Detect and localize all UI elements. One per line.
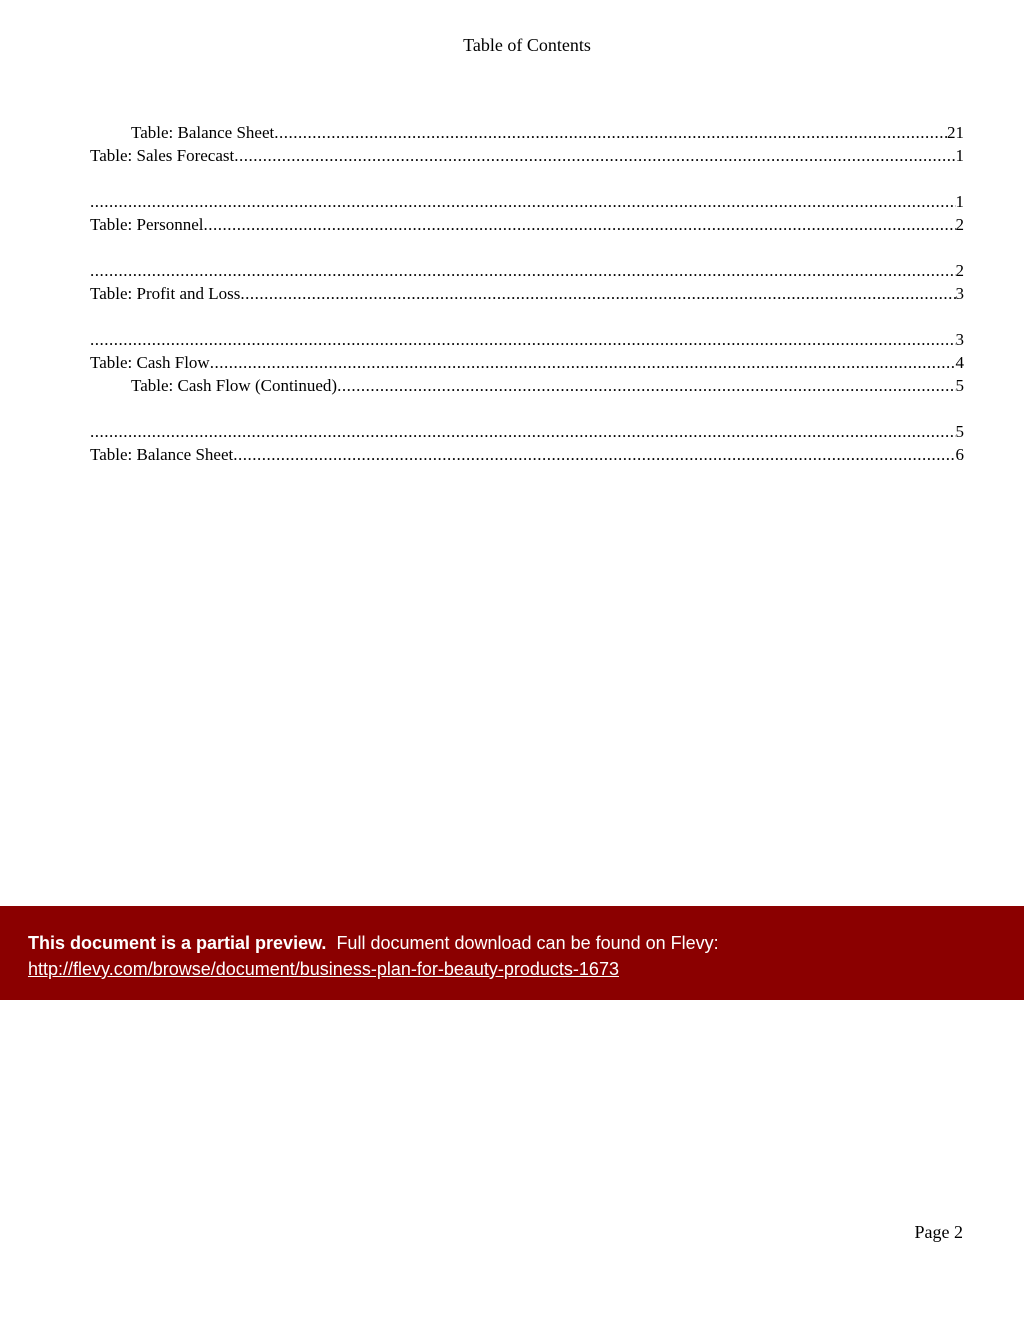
- toc-entry-page: 1: [955, 192, 964, 211]
- toc-entry[interactable]: [90, 259, 964, 282]
- toc-entry[interactable]: [90, 351, 964, 374]
- page-title: Table of Contents: [463, 35, 591, 55]
- toc-leader-dots: [90, 420, 956, 443]
- toc-leader-dots: [234, 144, 955, 167]
- toc-leader-dots: [274, 121, 947, 144]
- toc-entry-page: 6: [955, 445, 964, 464]
- toc-leader-dots: [233, 443, 955, 466]
- toc-entry[interactable]: [90, 190, 964, 213]
- toc-entry[interactable]: [90, 144, 964, 167]
- toc-entry[interactable]: [90, 420, 964, 443]
- preview-notice-bold: This document is a partial preview.: [28, 933, 327, 953]
- toc-leader-dots: [90, 190, 956, 213]
- preview-banner: [0, 906, 1024, 1000]
- toc-entry[interactable]: [90, 121, 964, 144]
- toc-entry[interactable]: [90, 328, 964, 351]
- toc-entry[interactable]: [90, 443, 964, 466]
- toc-entry-label: Table: Cash Flow: [90, 353, 210, 372]
- toc-entry-page: 5: [955, 376, 964, 395]
- toc-entry-page: 2: [955, 261, 964, 280]
- toc-leader-dots: [210, 351, 956, 374]
- toc-entry-page: 3: [955, 330, 964, 349]
- table-of-contents: [90, 121, 964, 466]
- toc-leader-dots: [90, 259, 956, 282]
- preview-notice-text: Full document download can be found on Flevy:: [336, 933, 719, 953]
- toc-leader-dots: [240, 282, 955, 305]
- toc-entry-page: 5: [955, 422, 964, 441]
- page-number: Page 2: [914, 1222, 963, 1242]
- toc-entry-label: Table: Sales Forecast: [90, 146, 235, 165]
- toc-entry-label: Table: Balance Sheet: [131, 123, 275, 142]
- toc-entry-page: 21: [947, 123, 964, 142]
- toc-entry-page: 3: [955, 284, 964, 303]
- toc-entry-label: Table: Cash Flow (Continued): [131, 376, 338, 395]
- flevy-download-link[interactable]: http://flevy.com/browse/document/business-plan-for-beauty-products-1673: [28, 959, 619, 979]
- toc-entry-page: 2: [955, 215, 964, 234]
- toc-entry-page: 4: [955, 353, 964, 372]
- toc-entry[interactable]: [90, 374, 964, 397]
- toc-entry-page: 1: [955, 146, 964, 165]
- toc-entry-label: Table: Balance Sheet: [90, 445, 234, 464]
- preview-banner-message: [28, 930, 996, 956]
- toc-entry-label: Table: Personnel: [90, 215, 204, 234]
- toc-leader-dots: [337, 374, 955, 397]
- toc-entry[interactable]: [90, 213, 964, 236]
- toc-leader-dots: [204, 213, 956, 236]
- toc-entry-label: Table: Profit and Loss: [90, 284, 241, 303]
- toc-entry[interactable]: [90, 282, 964, 305]
- toc-leader-dots: [90, 328, 956, 351]
